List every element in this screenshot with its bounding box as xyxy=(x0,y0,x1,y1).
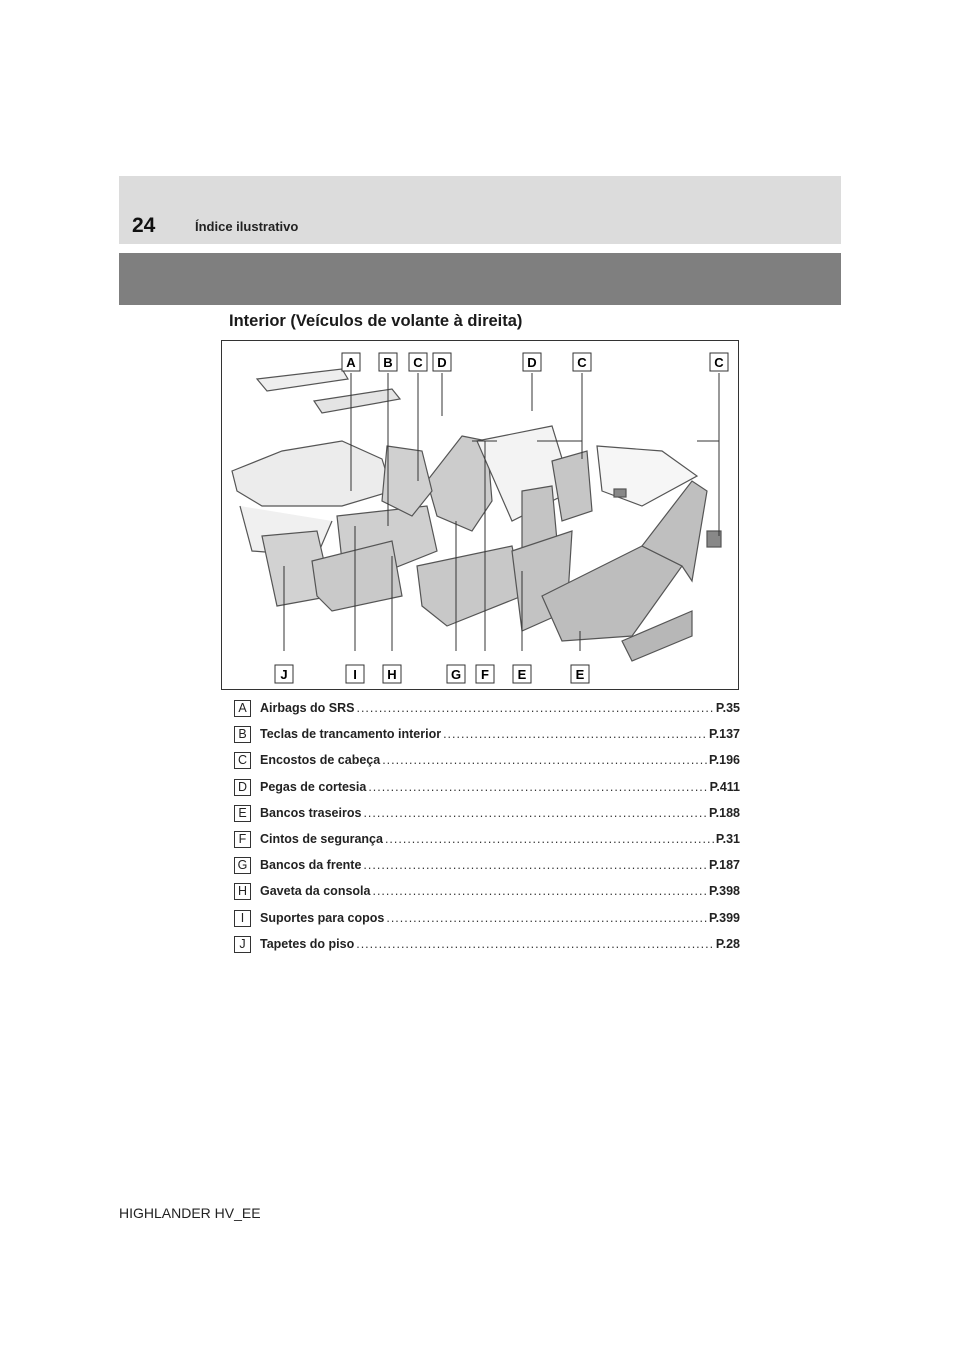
interior-illustration xyxy=(221,340,739,690)
legend-letter: I xyxy=(234,910,251,927)
svg-text:D: D xyxy=(527,355,537,370)
legend-label: Gaveta da consola xyxy=(260,884,371,899)
callout-top-c3 xyxy=(710,353,728,371)
legend-item-f xyxy=(234,829,740,855)
callout-bottom-e xyxy=(513,665,531,683)
svg-text:C: C xyxy=(714,355,724,370)
legend-letter: J xyxy=(234,936,251,953)
legend-page-ref[interactable]: P.196 xyxy=(708,753,740,768)
svg-text:E: E xyxy=(517,667,527,682)
callout-top-b xyxy=(379,353,397,371)
svg-text:H: H xyxy=(387,667,397,682)
interior-outline xyxy=(232,369,721,661)
legend-letter: D xyxy=(234,779,251,796)
svg-text:G: G xyxy=(450,667,462,682)
legend-letter: H xyxy=(234,883,251,900)
callout-top-a xyxy=(342,353,360,371)
legend-letter: G xyxy=(234,857,251,874)
callout-bottom-h xyxy=(383,665,401,683)
svg-text:J: J xyxy=(280,667,288,682)
legend-label: Pegas de cortesia xyxy=(260,779,367,794)
svg-text:E: E xyxy=(575,667,585,682)
legend-letter: B xyxy=(234,726,251,743)
interior-drawing xyxy=(222,341,740,691)
legend-item-d xyxy=(234,777,740,803)
legend-item-e xyxy=(234,803,740,829)
legend-page-ref[interactable]: P.399 xyxy=(708,910,740,925)
callout-bottom-g xyxy=(447,665,465,683)
legend-label: Bancos traseiros xyxy=(260,805,362,820)
section-title: Índice ilustrativo xyxy=(195,219,299,234)
legend-letter: F xyxy=(234,831,251,848)
legend-page-ref[interactable]: P.188 xyxy=(708,805,740,820)
legend-page-ref[interactable]: P.137 xyxy=(708,727,740,742)
svg-text:A: A xyxy=(346,355,356,370)
callout-bottom-i xyxy=(346,665,364,683)
legend-page-ref[interactable]: P.31 xyxy=(715,831,740,846)
legend-page-ref[interactable]: P.35 xyxy=(715,701,740,715)
legend-item-i xyxy=(234,908,740,934)
callout-top-c2 xyxy=(573,353,591,371)
legend-item-b xyxy=(234,724,740,750)
callout-top-c xyxy=(409,353,427,371)
legend-label: Suportes para copos xyxy=(260,910,385,925)
legend-label: Encostos de cabeça xyxy=(260,753,381,768)
legend-letter: A xyxy=(234,700,251,717)
callout-top-d2 xyxy=(523,353,541,371)
legend-item-j xyxy=(234,934,740,960)
legend-label: Bancos da frente xyxy=(260,858,362,873)
dark-band xyxy=(119,253,841,305)
svg-text:F: F xyxy=(481,667,489,682)
legend-item-a xyxy=(234,698,740,724)
legend-item-c xyxy=(234,750,740,776)
svg-text:C: C xyxy=(577,355,587,370)
svg-text:D: D xyxy=(437,355,447,370)
legend-letter: C xyxy=(234,752,251,769)
legend-label: Airbags do SRS xyxy=(260,701,355,715)
legend-page-ref[interactable]: P.398 xyxy=(708,884,740,899)
legend-page-ref[interactable]: P.187 xyxy=(708,858,740,873)
footer-model: HIGHLANDER HV_EE xyxy=(119,1205,261,1221)
legend-page-ref[interactable]: P.411 xyxy=(709,779,740,794)
callout-bottom-f xyxy=(476,665,494,683)
callout-top-d xyxy=(433,353,451,371)
legend-item-h xyxy=(234,881,740,907)
legend-label: Tapetes do piso xyxy=(260,936,355,951)
callout-leaders xyxy=(284,373,719,651)
legend-page-ref[interactable]: P.28 xyxy=(715,936,740,951)
callout-bottom-e2 xyxy=(571,665,589,683)
svg-text:I: I xyxy=(353,667,357,682)
page-number: 24 xyxy=(132,214,156,237)
legend-item-g xyxy=(234,855,740,881)
legend-list xyxy=(234,698,740,960)
svg-text:C: C xyxy=(413,355,423,370)
callout-bottom-j xyxy=(275,665,293,683)
legend-letter: E xyxy=(234,805,251,822)
svg-text:B: B xyxy=(383,355,393,370)
legend-label: Cintos de segurança xyxy=(260,831,383,846)
page-subtitle: Interior (Veículos de volante à direita) xyxy=(229,312,523,330)
legend-label: Teclas de trancamento interior xyxy=(260,727,442,742)
